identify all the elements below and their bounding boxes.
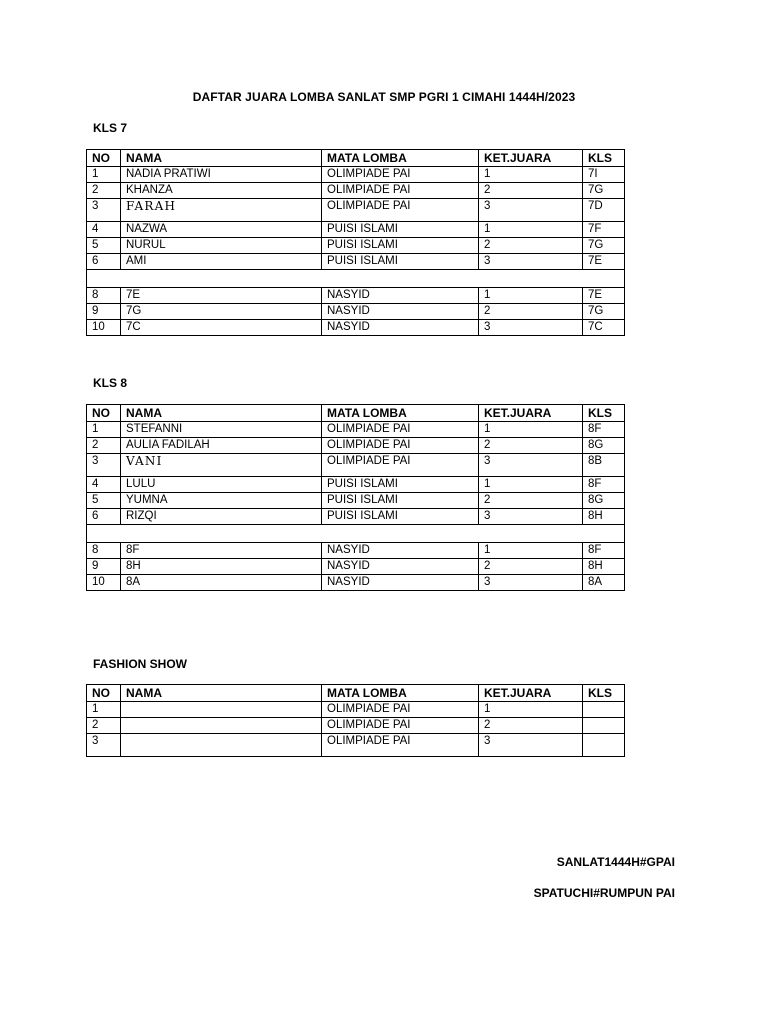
cell-nama: LULU bbox=[121, 477, 322, 493]
header-mata-lomba: MATA LOMBA bbox=[322, 685, 479, 702]
cell-kls: 7I bbox=[583, 167, 625, 183]
cell-mata-lomba: NASYID bbox=[322, 320, 479, 336]
cell-no: 2 bbox=[87, 438, 121, 454]
cell-mata-lomba: OLIMPIADE PAI bbox=[322, 199, 479, 222]
cell-nama: NAZWA bbox=[121, 222, 322, 238]
table-row bbox=[87, 575, 625, 591]
cell-mata-lomba: NASYID bbox=[322, 288, 479, 304]
cell-mata-lomba: NASYID bbox=[322, 559, 479, 575]
cell-ket-juara: 1 bbox=[479, 288, 583, 304]
cell-kls: 8G bbox=[583, 493, 625, 509]
cell-nama: 8H bbox=[121, 559, 322, 575]
cell-ket-juara: 1 bbox=[479, 702, 583, 718]
cell-mata-lomba: OLIMPIADE PAI bbox=[322, 454, 479, 477]
cell-nama: 8A bbox=[121, 575, 322, 591]
cell-mata-lomba: PUISI ISLAMI bbox=[322, 238, 479, 254]
cell-ket-juara: 3 bbox=[479, 509, 583, 525]
cell-kls: 8F bbox=[583, 422, 625, 438]
cell-kls: 7G bbox=[583, 304, 625, 320]
header-mata-lomba: MATA LOMBA bbox=[322, 150, 479, 167]
table-row bbox=[87, 477, 625, 493]
cell-kls: 8A bbox=[583, 575, 625, 591]
cell-nama: STEFANNI bbox=[121, 422, 322, 438]
cell-kls: 7E bbox=[583, 254, 625, 270]
cell-no: 9 bbox=[87, 559, 121, 575]
table-row bbox=[87, 438, 625, 454]
cell-kls bbox=[583, 702, 625, 718]
cell-mata-lomba: OLIMPIADE PAI bbox=[322, 718, 479, 734]
table-row bbox=[87, 422, 625, 438]
cell-no: 10 bbox=[87, 575, 121, 591]
table-row bbox=[87, 254, 625, 270]
table-header-row bbox=[87, 405, 625, 422]
cell-no: 6 bbox=[87, 254, 121, 270]
cell-no: 4 bbox=[87, 222, 121, 238]
cell-nama: 7C bbox=[121, 320, 322, 336]
cell-ket-juara: 2 bbox=[479, 304, 583, 320]
table-blank-row bbox=[87, 270, 625, 288]
cell-kls: 7G bbox=[583, 183, 625, 199]
cell-mata-lomba: NASYID bbox=[322, 575, 479, 591]
cell-ket-juara: 1 bbox=[479, 167, 583, 183]
cell-no: 1 bbox=[87, 422, 121, 438]
cell-ket-juara: 2 bbox=[479, 438, 583, 454]
cell-kls: 7G bbox=[583, 238, 625, 254]
cell-kls: 8F bbox=[583, 477, 625, 493]
cell-nama: YUMNA bbox=[121, 493, 322, 509]
cell-no: 5 bbox=[87, 238, 121, 254]
document-title: DAFTAR JUARA LOMBA SANLAT SMP PGRI 1 CIMAHI 1444H/2023 bbox=[192, 90, 576, 104]
header-no: NO bbox=[87, 685, 121, 702]
cell-ket-juara: 3 bbox=[479, 254, 583, 270]
footer-tag-spatuchi: SPATUCHI#RUMPUN PAI bbox=[533, 886, 675, 900]
header-nama: NAMA bbox=[121, 405, 322, 422]
section-heading-kls8: KLS 8 bbox=[93, 376, 128, 390]
cell-kls bbox=[583, 734, 625, 757]
cell-ket-juara: 3 bbox=[479, 320, 583, 336]
cell-kls: 7E bbox=[583, 288, 625, 304]
cell-nama: NADIA PRATIWI bbox=[121, 167, 322, 183]
cell-no: 1 bbox=[87, 167, 121, 183]
cell-nama bbox=[121, 718, 322, 734]
cell-mata-lomba: PUISI ISLAMI bbox=[322, 254, 479, 270]
header-kls: KLS bbox=[583, 685, 625, 702]
cell-nama bbox=[121, 702, 322, 718]
cell-ket-juara: 1 bbox=[479, 222, 583, 238]
cell-no: 2 bbox=[87, 718, 121, 734]
header-ket-juara: KET.JUARA bbox=[479, 150, 583, 167]
cell-mata-lomba: PUISI ISLAMI bbox=[322, 222, 479, 238]
header-kls: KLS bbox=[583, 405, 625, 422]
cell-no: 8 bbox=[87, 543, 121, 559]
cell-no: 8 bbox=[87, 288, 121, 304]
cell-mata-lomba: OLIMPIADE PAI bbox=[322, 702, 479, 718]
table-row bbox=[87, 167, 625, 183]
cell-ket-juara: 2 bbox=[479, 183, 583, 199]
blank-cell bbox=[87, 270, 625, 288]
cell-mata-lomba: PUISI ISLAMI bbox=[322, 477, 479, 493]
table-kls8 bbox=[86, 404, 625, 591]
cell-no: 4 bbox=[87, 477, 121, 493]
table-row bbox=[87, 320, 625, 336]
cell-kls: 7C bbox=[583, 320, 625, 336]
table-row bbox=[87, 454, 625, 477]
table-kls7 bbox=[86, 149, 625, 336]
cell-no: 3 bbox=[87, 199, 121, 222]
cell-ket-juara: 1 bbox=[479, 543, 583, 559]
cell-nama: AMI bbox=[121, 254, 322, 270]
cell-no: 3 bbox=[87, 734, 121, 757]
cell-mata-lomba: NASYID bbox=[322, 543, 479, 559]
cell-nama: 7E bbox=[121, 288, 322, 304]
table-row bbox=[87, 183, 625, 199]
footer-tag-sanlat: SANLAT1444H#GPAI bbox=[556, 855, 675, 869]
cell-kls: 8G bbox=[583, 438, 625, 454]
cell-kls bbox=[583, 718, 625, 734]
cell-ket-juara: 1 bbox=[479, 477, 583, 493]
cell-nama: FARAH bbox=[121, 199, 322, 222]
cell-no: 5 bbox=[87, 493, 121, 509]
blank-cell bbox=[87, 525, 625, 543]
cell-ket-juara: 3 bbox=[479, 575, 583, 591]
table-row bbox=[87, 734, 625, 757]
cell-nama: VANI bbox=[121, 454, 322, 477]
table-row bbox=[87, 222, 625, 238]
cell-mata-lomba: NASYID bbox=[322, 304, 479, 320]
table-row bbox=[87, 238, 625, 254]
cell-no: 3 bbox=[87, 454, 121, 477]
table-row bbox=[87, 543, 625, 559]
cell-no: 9 bbox=[87, 304, 121, 320]
header-ket-juara: KET.JUARA bbox=[479, 405, 583, 422]
table-header-row bbox=[87, 150, 625, 167]
table-row bbox=[87, 559, 625, 575]
cell-ket-juara: 2 bbox=[479, 493, 583, 509]
table-fashion-show bbox=[86, 684, 625, 757]
cell-mata-lomba: OLIMPIADE PAI bbox=[322, 167, 479, 183]
header-no: NO bbox=[87, 150, 121, 167]
table-row bbox=[87, 304, 625, 320]
cell-mata-lomba: PUISI ISLAMI bbox=[322, 493, 479, 509]
cell-kls: 7D bbox=[583, 199, 625, 222]
header-ket-juara: KET.JUARA bbox=[479, 685, 583, 702]
cell-mata-lomba: OLIMPIADE PAI bbox=[322, 422, 479, 438]
cell-no: 6 bbox=[87, 509, 121, 525]
cell-ket-juara: 1 bbox=[479, 422, 583, 438]
header-kls: KLS bbox=[583, 150, 625, 167]
header-mata-lomba: MATA LOMBA bbox=[322, 405, 479, 422]
cell-ket-juara: 2 bbox=[479, 238, 583, 254]
table-row bbox=[87, 199, 625, 222]
cell-ket-juara: 3 bbox=[479, 199, 583, 222]
cell-kls: 8F bbox=[583, 543, 625, 559]
cell-ket-juara: 3 bbox=[479, 454, 583, 477]
cell-ket-juara: 3 bbox=[479, 734, 583, 757]
cell-nama: NURUL bbox=[121, 238, 322, 254]
cell-nama: 8F bbox=[121, 543, 322, 559]
cell-nama: 7G bbox=[121, 304, 322, 320]
table-header-row bbox=[87, 685, 625, 702]
cell-kls: 7F bbox=[583, 222, 625, 238]
cell-nama: KHANZA bbox=[121, 183, 322, 199]
header-no: NO bbox=[87, 405, 121, 422]
cell-mata-lomba: OLIMPIADE PAI bbox=[322, 734, 479, 757]
cell-mata-lomba: OLIMPIADE PAI bbox=[322, 183, 479, 199]
table-blank-row bbox=[87, 525, 625, 543]
cell-mata-lomba: OLIMPIADE PAI bbox=[322, 438, 479, 454]
cell-kls: 8B bbox=[583, 454, 625, 477]
section-heading-kls7: KLS 7 bbox=[93, 121, 128, 135]
table-row bbox=[87, 288, 625, 304]
cell-ket-juara: 2 bbox=[479, 718, 583, 734]
cell-no: 10 bbox=[87, 320, 121, 336]
cell-nama: AULIA FADILAH bbox=[121, 438, 322, 454]
table-row bbox=[87, 493, 625, 509]
cell-nama: RIZQI bbox=[121, 509, 322, 525]
cell-kls: 8H bbox=[583, 509, 625, 525]
cell-kls: 8H bbox=[583, 559, 625, 575]
section-heading-fashion-show: FASHION SHOW bbox=[93, 657, 188, 671]
cell-nama bbox=[121, 734, 322, 757]
cell-ket-juara: 2 bbox=[479, 559, 583, 575]
cell-no: 2 bbox=[87, 183, 121, 199]
table-row bbox=[87, 509, 625, 525]
cell-no: 1 bbox=[87, 702, 121, 718]
header-nama: NAMA bbox=[121, 685, 322, 702]
cell-mata-lomba: PUISI ISLAMI bbox=[322, 509, 479, 525]
header-nama: NAMA bbox=[121, 150, 322, 167]
table-row bbox=[87, 702, 625, 718]
table-row bbox=[87, 718, 625, 734]
